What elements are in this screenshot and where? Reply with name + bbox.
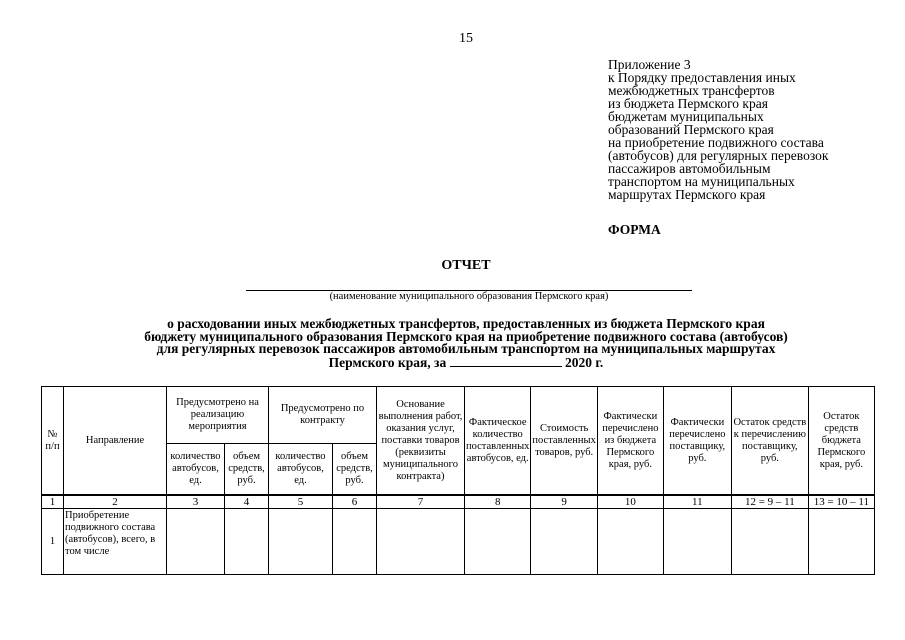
report-title: ОТЧЕТ <box>441 258 491 273</box>
header-remain-supplier: Остаток средств к перечислению поставщику, руб. <box>731 387 808 496</box>
row-cell <box>731 509 808 575</box>
column-number: 6 <box>333 495 377 509</box>
appendix-line: к Порядку предоставления иных <box>608 70 796 85</box>
column-number: 12 = 9 – 11 <box>731 495 808 509</box>
appendix-note <box>608 58 878 201</box>
appendix-line: Приложение 3 <box>608 57 691 72</box>
header-actual-qty: Фактическое количество поставленных автобусов, ед. <box>465 387 531 496</box>
header-basis: Основание выполнения работ, оказания услуг, поставки товаров (реквизиты муниципального контракта) <box>377 387 465 496</box>
column-number: 2 <box>64 495 167 509</box>
column-number: 1 <box>42 495 64 509</box>
appendix-line: межбюджетных трансфертов <box>608 83 775 98</box>
column-number: 10 <box>597 495 663 509</box>
column-number: 4 <box>225 495 269 509</box>
row-cell <box>269 509 333 575</box>
header-planned-amount: объем средств, руб. <box>225 444 269 496</box>
header-transferred-budget: Фактически перечислено из бюджета Пермского края, руб. <box>597 387 663 496</box>
row-num: 1 <box>42 509 64 575</box>
subject-line-2: бюджету муниципального образования Пермского края на приобретение подвижного состава (автобусов) <box>144 328 788 344</box>
column-number: 11 <box>663 495 731 509</box>
period-blank <box>450 356 562 367</box>
header-direction: Направление <box>64 387 167 496</box>
appendix-line: (автобусов) для регулярных перевозок <box>608 148 829 163</box>
appendix-line: бюджетам муниципальных <box>608 109 764 124</box>
row-cell <box>531 509 597 575</box>
header-remain-budget: Остаток средств бюджета Пермского края, руб. <box>808 387 874 496</box>
appendix-line: транспортом на муниципальных <box>608 174 795 189</box>
column-number: 7 <box>377 495 465 509</box>
row-cell <box>167 509 225 575</box>
column-number: 3 <box>167 495 225 509</box>
subject-line-4 <box>0 356 905 370</box>
form-label: ФОРМА <box>608 222 661 237</box>
header-planned: Предусмотрено на реализацию мероприятия <box>167 387 269 444</box>
header-contract: Предусмотрено по контракту <box>269 387 377 444</box>
column-number: 8 <box>465 495 531 509</box>
report-table <box>41 386 875 575</box>
municipality-name-caption: (наименование муниципального образования Пермского края) <box>329 291 609 302</box>
row-cell <box>663 509 731 575</box>
header-planned-qty: количество автобусов, ед. <box>167 444 225 496</box>
page-number: 15 <box>459 31 473 46</box>
appendix-line: пассажиров автомобильным <box>608 161 771 176</box>
subject-line-1: о расходовании иных межбюджетных трансфертов, предоставленных из бюджета Пермского края <box>167 316 765 331</box>
row-cell <box>808 509 874 575</box>
appendix-line: на приобретение подвижного состава <box>608 135 824 150</box>
column-number: 13 = 10 – 11 <box>808 495 874 509</box>
header-num: № п/п <box>42 387 64 496</box>
column-number: 9 <box>531 495 597 509</box>
header-unit-cost: Стоимость поставленных товаров, руб. <box>531 387 597 496</box>
header-transferred-supplier: Фактически перечислено поставщику, руб. <box>663 387 731 496</box>
column-number: 5 <box>269 495 333 509</box>
subject-period-prefix: Пермского края, за <box>328 354 447 370</box>
subject-line-3: для регулярных перевозок пассажиров автомобильным транспортом на муниципальных маршрутах <box>156 341 776 356</box>
subject-period-suffix: 2020 г. <box>564 354 604 370</box>
row-cell <box>377 509 465 575</box>
table-row <box>42 509 875 575</box>
row-direction: Приобретение подвижного состава (автобусов), всего, в том числе <box>64 509 167 575</box>
row-cell <box>465 509 531 575</box>
row-cell <box>597 509 663 575</box>
row-cell <box>333 509 377 575</box>
appendix-line: образований Пермского края <box>608 122 774 137</box>
row-cell <box>225 509 269 575</box>
header-contract-qty: количество автобусов, ед. <box>269 444 333 496</box>
report-subject <box>0 318 905 369</box>
appendix-line: из бюджета Пермского края <box>608 96 768 111</box>
header-contract-amount: объем средств, руб. <box>333 444 377 496</box>
appendix-line: маршрутах Пермского края <box>608 187 766 202</box>
